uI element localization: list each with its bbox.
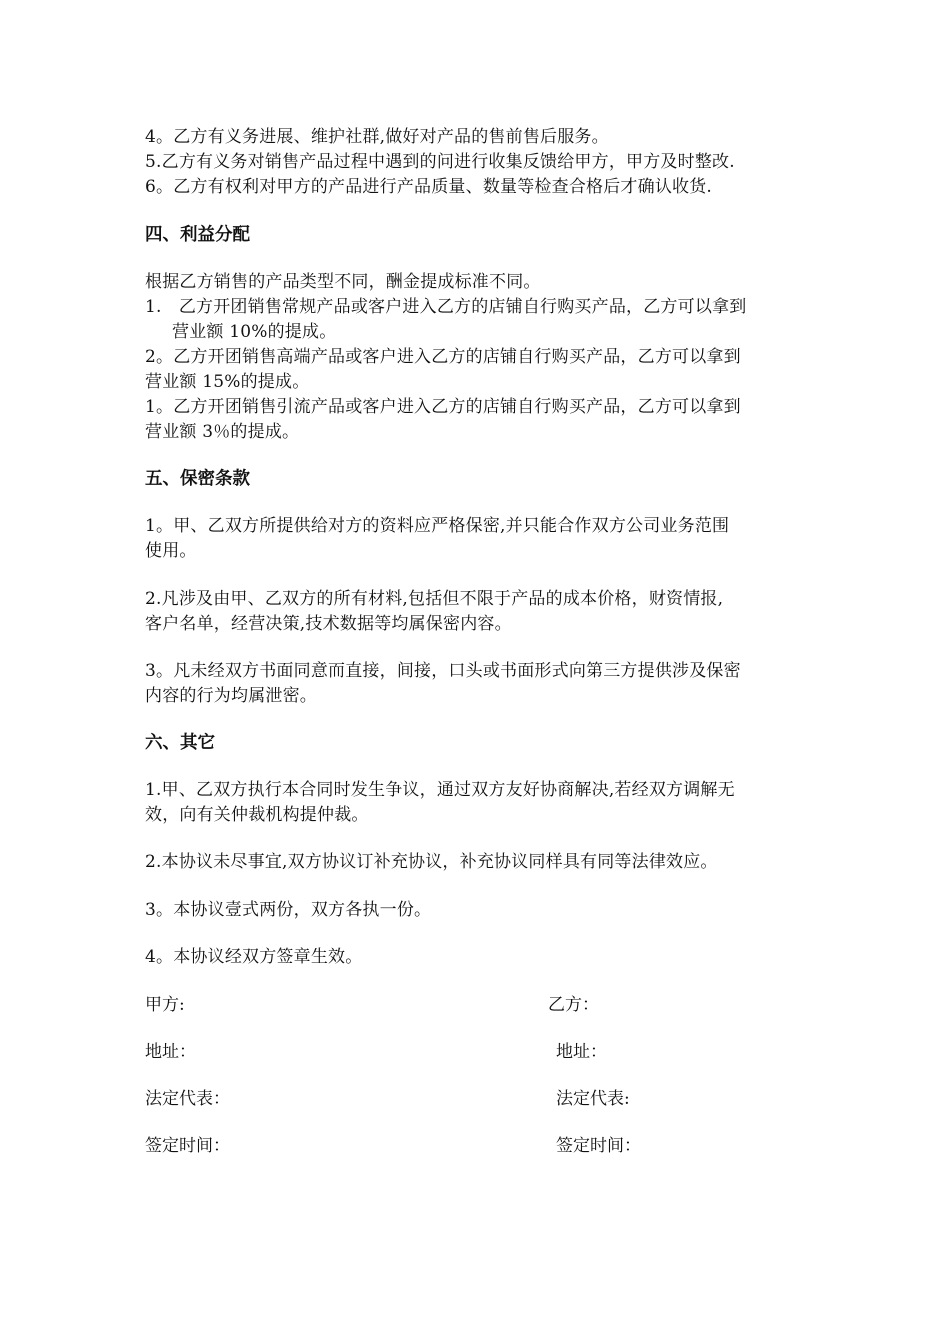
section-6-p3: 3。本协议壹式两份，双方各执一份。 [145, 900, 432, 920]
section-6-p2: 2.本协议未尽事宜,双方协议订补充协议，补充协议同样具有同等法律效应。 [145, 852, 718, 872]
section-6-p1-line-1: 1.甲、乙双方执行本合同时发生争议，通过双方友好协商解决,若经双方调解无 [145, 780, 735, 800]
obligation-6: 6。乙方有权利对甲方的产品进行产品质量、数量等检查合格后才确认收货. [145, 177, 713, 197]
section-4-item-2-line-1: 2。乙方开团销售高端产品或客户进入乙方的店铺自行购买产品，乙方可以拿到 [145, 347, 741, 367]
section-4-item-1-line-2: 营业额 10%的提成。 [172, 322, 337, 342]
section-5-p1-line-2: 使用。 [145, 541, 197, 561]
party-b-date-label: 签定时间： [556, 1136, 641, 1156]
party-b-label: 乙方： [548, 995, 599, 1015]
section-4-item-3-line-1: 1。乙方开团销售引流产品或客户进入乙方的店铺自行购买产品，乙方可以拿到 [145, 397, 741, 417]
section-4-item-1-line-1: 1. 乙方开团销售常规产品或客户进入乙方的店铺自行购买产品，乙方可以拿到 [145, 297, 747, 317]
section-4-item-2-line-2: 营业额 15%的提成。 [145, 372, 310, 392]
section-6-p1-line-2: 效，向有关仲裁机构提仲裁。 [145, 805, 369, 825]
obligation-4: 4。乙方有义务进展、维护社群,做好对产品的售前售后服务。 [145, 127, 609, 147]
section-5-heading: 五、保密条款 [145, 469, 250, 489]
party-a-representative-label: 法定代表： [145, 1089, 230, 1109]
party-b-representative-label: 法定代表: [556, 1089, 630, 1109]
section-5-p3-line-2: 内容的行为均属泄密。 [145, 686, 317, 706]
section-5-p2-line-1: 2.凡涉及由甲、乙双方的所有材料,包括但不限于产品的成本价格，财资情报, [145, 589, 724, 609]
section-6-heading: 六、其它 [145, 733, 215, 753]
section-6-p4: 4。本协议经双方签章生效。 [145, 947, 363, 967]
section-5-p1-line-1: 1。甲、乙双方所提供给对方的资料应严格保密,并只能合作双方公司业务范围 [145, 516, 730, 536]
section-5-p2-line-2: 客户名单，经营决策,技术数据等均属保密内容。 [145, 614, 512, 634]
section-4-heading: 四、利益分配 [145, 225, 250, 245]
party-a-address-label: 地址： [145, 1042, 196, 1062]
obligation-5: 5.乙方有义务对销售产品过程中遇到的问进行收集反馈给甲方，甲方及时整改. [145, 152, 735, 172]
section-4-item-3-line-2: 营业额 3％的提成。 [145, 422, 300, 442]
party-b-address-label: 地址： [556, 1042, 607, 1062]
party-a-label: 甲方: [145, 995, 185, 1015]
section-5-p3-line-1: 3。凡未经双方书面同意而直接，间接，口头或书面形式向第三方提供涉及保密 [145, 661, 741, 681]
party-a-date-label: 签定时间： [145, 1136, 230, 1156]
section-4-intro: 根据乙方销售的产品类型不同，酬金提成标准不同。 [145, 272, 541, 292]
